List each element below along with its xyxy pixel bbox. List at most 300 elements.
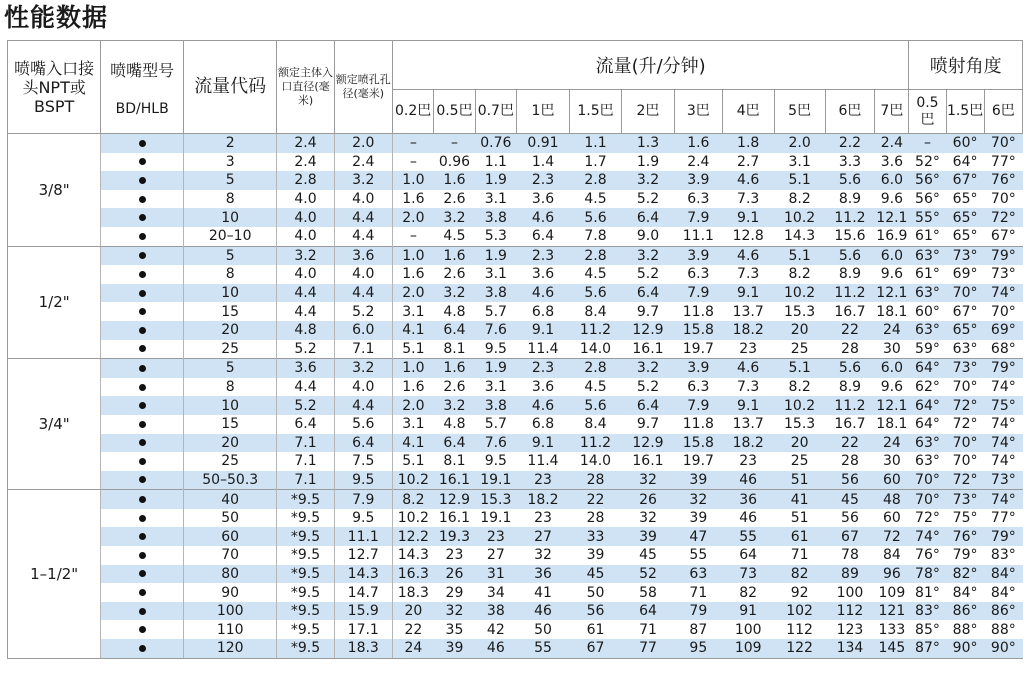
flow-rate-cell: 19.7	[674, 452, 722, 471]
table-row	[8, 415, 1023, 434]
flow-rate-cell: 3.2	[621, 246, 674, 265]
flow-rate-cell: 87	[674, 620, 722, 639]
flow-rate-cell: 4.5	[434, 227, 475, 246]
flow-code-cell: 40	[184, 490, 277, 509]
flow-rate-cell: 82	[722, 583, 774, 602]
flow-rate-cell: 5.6	[825, 171, 875, 190]
orifice-diameter-cell: 3.2	[334, 359, 392, 378]
table-row	[8, 509, 1023, 528]
flow-rate-cell: 8.9	[825, 265, 875, 284]
flow-rate-cell: 39	[621, 527, 674, 546]
flow-rate-cell: 18.2	[722, 434, 774, 453]
available-dot-icon	[139, 140, 146, 147]
model-cell	[101, 415, 184, 434]
spray-angle-cell: 63°	[909, 321, 946, 340]
flow-rate-cell: 6.8	[517, 302, 570, 321]
spray-angle-cell: 88°	[946, 620, 984, 639]
spray-angle-cell: 60°	[946, 134, 984, 153]
inlet-diameter-cell: 4.4	[277, 284, 334, 303]
flow-rate-cell: 64	[621, 602, 674, 621]
flow-rate-cell: 5.7	[475, 415, 516, 434]
flow-rate-cell: 1.9	[621, 153, 674, 172]
flow-code-cell: 60	[184, 527, 277, 546]
available-dot-icon	[139, 158, 146, 165]
flow-rate-cell: 12.8	[722, 227, 774, 246]
flow-rate-cell: 39	[434, 639, 475, 658]
header-model-sub: BD/HLB	[115, 100, 169, 117]
performance-table	[7, 40, 1023, 659]
flow-rate-cell: 9.5	[475, 452, 516, 471]
flow-rate-cell: 7.3	[722, 265, 774, 284]
flow-code-cell: 5	[184, 171, 277, 190]
spray-angle-cell: 76°	[909, 546, 946, 565]
spray-angle-cell: 90°	[946, 639, 984, 658]
flow-rate-cell: 1.0	[392, 359, 433, 378]
spray-angle-cell: 70°	[946, 452, 984, 471]
flow-rate-cell: 23	[434, 546, 475, 565]
model-cell	[101, 246, 184, 265]
flow-rate-cell: 1.6	[434, 359, 475, 378]
flow-rate-cell: 32	[434, 602, 475, 621]
flow-rate-cell: 4.5	[570, 378, 622, 397]
flow-rate-cell: 2.0	[392, 284, 433, 303]
available-dot-icon	[139, 327, 146, 334]
flow-rate-cell: 1.0	[392, 246, 433, 265]
flow-rate-cell: 56	[825, 471, 875, 490]
spray-angle-cell: 62°	[909, 378, 946, 397]
available-dot-icon	[139, 496, 146, 503]
flow-rate-cell: 22	[825, 321, 875, 340]
available-dot-icon	[139, 439, 146, 446]
inlet-size-cell: 3/4"	[8, 359, 101, 490]
orifice-diameter-cell: 7.5	[334, 452, 392, 471]
available-dot-icon	[139, 290, 146, 297]
model-cell	[101, 321, 184, 340]
orifice-diameter-cell: 17.1	[334, 620, 392, 639]
model-cell	[101, 583, 184, 602]
flow-code-cell: 10	[184, 208, 277, 227]
model-cell	[101, 302, 184, 321]
flow-rate-cell: 5.1	[392, 452, 433, 471]
inlet-diameter-cell: *9.5	[277, 583, 334, 602]
flow-rate-cell: 32	[517, 546, 570, 565]
inlet-size-cell: 1/2"	[8, 246, 101, 359]
spray-angle-cell: 74°	[984, 284, 1022, 303]
flow-rate-cell: 3.1	[475, 190, 516, 209]
flow-rate-cell: 3.1	[475, 378, 516, 397]
flow-rate-cell: 2.8	[570, 359, 622, 378]
flow-rate-cell: 6.8	[517, 415, 570, 434]
table-row	[8, 134, 1023, 153]
flow-rate-cell: 91	[722, 602, 774, 621]
spray-angle-cell: 72°	[946, 396, 984, 415]
flow-rate-cell: 112	[825, 602, 875, 621]
header-flow-code: 流量代码	[184, 41, 277, 134]
flow-rate-cell: 19.1	[475, 471, 516, 490]
header-pressure: 4巴	[722, 90, 774, 134]
model-cell	[101, 171, 184, 190]
available-dot-icon	[139, 196, 146, 203]
flow-rate-cell: 2.3	[517, 171, 570, 190]
flow-rate-cell: 11.2	[570, 434, 622, 453]
flow-rate-cell: 8.2	[392, 490, 433, 509]
spray-angle-cell: 65°	[946, 321, 984, 340]
spray-angle-cell: 70°	[984, 134, 1022, 153]
flow-rate-cell: 1.6	[674, 134, 722, 153]
flow-rate-cell: 9.5	[475, 340, 516, 359]
flow-rate-cell: 2.3	[517, 246, 570, 265]
flow-rate-cell: 67	[825, 527, 875, 546]
flow-rate-cell: 5.1	[774, 246, 825, 265]
flow-rate-cell: 56	[825, 509, 875, 528]
available-dot-icon	[139, 345, 146, 352]
flow-rate-cell: 12.9	[621, 434, 674, 453]
flow-rate-cell: 4.6	[722, 359, 774, 378]
spray-angle-cell: 79°	[946, 546, 984, 565]
header-angle-pressure: 0.5巴	[909, 90, 946, 134]
orifice-diameter-cell: 14.3	[334, 565, 392, 584]
flow-rate-cell: 19.3	[434, 527, 475, 546]
flow-rate-cell: 15.3	[475, 490, 516, 509]
flow-rate-cell: 38	[475, 602, 516, 621]
flow-rate-cell: 8.4	[570, 415, 622, 434]
table-row	[8, 302, 1023, 321]
available-dot-icon	[139, 458, 146, 465]
flow-rate-cell: 71	[621, 620, 674, 639]
available-dot-icon	[139, 626, 146, 633]
spray-angle-cell: 61°	[909, 265, 946, 284]
orifice-diameter-cell: 15.9	[334, 602, 392, 621]
available-dot-icon	[139, 552, 146, 559]
flow-rate-cell: 51	[774, 471, 825, 490]
available-dot-icon	[139, 177, 146, 184]
flow-code-cell: 8	[184, 190, 277, 209]
flow-rate-cell: 28	[570, 509, 622, 528]
available-dot-icon	[139, 515, 146, 522]
flow-rate-cell: 0.91	[517, 134, 570, 153]
spray-angle-cell: 74°	[984, 490, 1022, 509]
spray-angle-cell: 84°	[984, 583, 1022, 602]
header-pressure: 7巴	[875, 90, 909, 134]
spray-angle-cell: 74°	[984, 434, 1022, 453]
flow-rate-cell: 95	[674, 639, 722, 658]
flow-rate-cell: 3.2	[621, 359, 674, 378]
flow-rate-cell: 82	[774, 565, 825, 584]
inlet-diameter-cell: *9.5	[277, 639, 334, 658]
flow-rate-cell: 27	[517, 527, 570, 546]
table-row	[8, 565, 1023, 584]
flow-rate-cell: 28	[825, 340, 875, 359]
flow-code-cell: 90	[184, 583, 277, 602]
spray-angle-cell: 76°	[984, 171, 1022, 190]
spray-angle-cell: 67°	[946, 171, 984, 190]
flow-rate-cell: 14.3	[392, 546, 433, 565]
inlet-diameter-cell: 3.6	[277, 359, 334, 378]
orifice-diameter-cell: 14.7	[334, 583, 392, 602]
flow-rate-cell: 61	[774, 527, 825, 546]
flow-rate-cell: 1.8	[722, 134, 774, 153]
flow-rate-cell: 16.1	[434, 509, 475, 528]
model-cell	[101, 546, 184, 565]
available-dot-icon	[139, 608, 146, 615]
spray-angle-cell: 72°	[984, 208, 1022, 227]
flow-rate-cell: 4.5	[570, 265, 622, 284]
flow-rate-cell: 3.8	[475, 208, 516, 227]
flow-rate-cell: 2.3	[517, 359, 570, 378]
flow-rate-cell: 60	[875, 471, 909, 490]
inlet-diameter-cell: 7.1	[277, 471, 334, 490]
flow-rate-cell: 6.0	[875, 246, 909, 265]
flow-code-cell: 20	[184, 434, 277, 453]
flow-rate-cell: 2.7	[722, 153, 774, 172]
flow-rate-cell: 14.3	[774, 227, 825, 246]
spray-angle-cell: 56°	[909, 171, 946, 190]
flow-rate-cell: 18.2	[517, 490, 570, 509]
header-angle-group: 喷射角度	[909, 41, 1023, 90]
flow-rate-cell: 5.1	[774, 359, 825, 378]
inlet-diameter-cell: *9.5	[277, 602, 334, 621]
flow-rate-cell: 133	[875, 620, 909, 639]
flow-rate-cell: 2.0	[774, 134, 825, 153]
orifice-diameter-cell: 9.5	[334, 471, 392, 490]
header-orifice-diameter: 额定喷孔孔径(毫米)	[334, 41, 392, 134]
flow-rate-cell: 92	[774, 583, 825, 602]
flow-rate-cell: 2.8	[570, 246, 622, 265]
spray-angle-cell: 81°	[909, 583, 946, 602]
spray-angle-cell: 77°	[984, 509, 1022, 528]
flow-rate-cell: 19.7	[674, 340, 722, 359]
table-row	[8, 321, 1023, 340]
spray-angle-cell: 73°	[984, 471, 1022, 490]
flow-rate-cell: 8.4	[570, 302, 622, 321]
available-dot-icon	[139, 233, 146, 240]
model-cell	[101, 527, 184, 546]
flow-rate-cell: 3.1	[392, 302, 433, 321]
flow-rate-cell: 23	[517, 471, 570, 490]
orifice-diameter-cell: 9.5	[334, 509, 392, 528]
flow-rate-cell: 2.4	[674, 153, 722, 172]
flow-rate-cell: 32	[621, 471, 674, 490]
spray-angle-cell: 63°	[946, 340, 984, 359]
flow-rate-cell: 5.2	[621, 378, 674, 397]
flow-rate-cell: 12.1	[876, 397, 908, 414]
flow-rate-cell: 5.6	[570, 396, 622, 415]
flow-rate-cell: 27	[475, 546, 516, 565]
flow-rate-cell: 9.1	[517, 434, 570, 453]
page-title: 性能数据	[4, 3, 109, 32]
flow-rate-cell: 8.9	[825, 190, 875, 209]
flow-rate-cell: 102	[774, 602, 825, 621]
spray-angle-cell: 70°	[984, 190, 1022, 209]
flow-rate-cell: 67	[570, 639, 622, 658]
flow-rate-cell: 16.1	[434, 471, 475, 490]
flow-rate-cell: 7.6	[475, 321, 516, 340]
flow-rate-cell: 55	[674, 546, 722, 565]
flow-rate-cell: 7.9	[674, 208, 722, 227]
orifice-diameter-cell: 6.0	[334, 321, 392, 340]
flow-rate-cell: 10.2	[774, 208, 825, 227]
flow-rate-cell: 42	[475, 620, 516, 639]
flow-rate-cell: 3.6	[517, 190, 570, 209]
spray-angle-cell: 74°	[984, 378, 1022, 397]
flow-rate-cell: –	[392, 227, 433, 246]
flow-rate-cell: 52	[621, 565, 674, 584]
flow-rate-cell: 2.6	[434, 265, 475, 284]
inlet-diameter-cell: 5.2	[277, 396, 334, 415]
flow-rate-cell: 16.7	[825, 415, 875, 434]
flow-rate-cell: 45	[570, 565, 622, 584]
flow-code-cell: 25	[184, 340, 277, 359]
flow-rate-cell: 18.1	[876, 416, 908, 433]
flow-rate-cell: 4.6	[722, 171, 774, 190]
spray-angle-cell: 83°	[909, 602, 946, 621]
flow-rate-cell: 3.2	[434, 284, 475, 303]
flow-rate-cell: 20	[774, 321, 825, 340]
spray-angle-cell: 63°	[909, 246, 946, 265]
orifice-diameter-cell: 4.4	[334, 284, 392, 303]
flow-rate-cell: 9.1	[722, 396, 774, 415]
orifice-diameter-cell: 4.4	[334, 396, 392, 415]
flow-rate-cell: 15.8	[674, 321, 722, 340]
inlet-diameter-cell: 7.1	[277, 452, 334, 471]
flow-rate-cell: 1.1	[570, 134, 622, 153]
inlet-diameter-cell: 4.0	[277, 190, 334, 209]
flow-rate-cell: 24	[875, 321, 909, 340]
spray-angle-cell: 63°	[909, 434, 946, 453]
flow-rate-cell: 7.9	[674, 284, 722, 303]
available-dot-icon	[139, 570, 146, 577]
flow-rate-cell: 2.6	[434, 190, 475, 209]
flow-rate-cell: 2.0	[392, 396, 433, 415]
flow-rate-cell: 1.6	[434, 171, 475, 190]
spray-angle-cell: 70°	[909, 490, 946, 509]
flow-rate-cell: 47	[674, 527, 722, 546]
table-row	[8, 153, 1023, 172]
flow-rate-cell: 3.9	[674, 171, 722, 190]
header-pressure: 0.2巴	[392, 90, 433, 134]
flow-code-cell: 110	[184, 620, 277, 639]
spray-angle-cell: 69°	[946, 265, 984, 284]
inlet-diameter-cell: 2.4	[277, 153, 334, 172]
table-row	[8, 265, 1023, 284]
spray-angle-cell: 61°	[909, 227, 946, 246]
header-pressure: 0.5巴	[434, 90, 475, 134]
flow-code-cell: 10	[184, 284, 277, 303]
table-row	[8, 490, 1023, 509]
model-cell	[101, 620, 184, 639]
flow-rate-cell: 9.6	[875, 265, 909, 284]
flow-rate-cell: 16.7	[825, 302, 875, 321]
flow-rate-cell: 7.9	[674, 396, 722, 415]
flow-rate-cell: 11.4	[517, 452, 570, 471]
flow-code-cell: 8	[184, 378, 277, 397]
flow-rate-cell: 7.3	[722, 190, 774, 209]
flow-code-cell: 70	[184, 546, 277, 565]
model-cell	[101, 378, 184, 397]
flow-rate-cell: 0.96	[434, 153, 475, 172]
table-row	[8, 208, 1023, 227]
flow-rate-cell: 4.1	[392, 321, 433, 340]
flow-rate-cell: 3.1	[475, 265, 516, 284]
spray-angle-cell: 72°	[946, 471, 984, 490]
header-angle-pressure: 6巴	[984, 90, 1022, 134]
flow-rate-cell: 112	[774, 620, 825, 639]
spray-angle-cell: 60°	[909, 302, 946, 321]
flow-code-cell: 5	[184, 246, 277, 265]
flow-rate-cell: 9.7	[621, 302, 674, 321]
table-row	[8, 378, 1023, 397]
table-row	[8, 396, 1023, 415]
flow-rate-cell: 55	[722, 527, 774, 546]
flow-rate-cell: 109	[875, 583, 909, 602]
spray-angle-cell: 73°	[984, 265, 1022, 284]
orifice-diameter-cell: 2.0	[334, 134, 392, 153]
flow-rate-cell: 33	[570, 527, 622, 546]
flow-rate-cell: 6.4	[621, 208, 674, 227]
flow-rate-cell: 4.6	[517, 284, 570, 303]
flow-rate-cell: 1.6	[392, 378, 433, 397]
flow-rate-cell: 3.8	[475, 284, 516, 303]
flow-rate-cell: 5.3	[475, 227, 516, 246]
flow-rate-cell: 1.9	[475, 246, 516, 265]
flow-rate-cell: 16.1	[621, 452, 674, 471]
flow-rate-cell: 5.1	[774, 171, 825, 190]
flow-rate-cell: 9.1	[722, 284, 774, 303]
table-row	[8, 583, 1023, 602]
model-cell	[101, 284, 184, 303]
inlet-diameter-cell: 5.2	[277, 340, 334, 359]
header-flow-group: 流量(升/分钟)	[392, 41, 908, 90]
model-cell	[101, 471, 184, 490]
spray-angle-cell: 65°	[946, 190, 984, 209]
flow-code-cell: 50–50.3	[184, 471, 277, 490]
flow-rate-cell: 41	[774, 490, 825, 509]
flow-rate-cell: 6.4	[434, 321, 475, 340]
model-cell	[101, 639, 184, 658]
flow-rate-cell: 100	[722, 620, 774, 639]
flow-rate-cell: 71	[774, 546, 825, 565]
spray-angle-cell: 55°	[909, 208, 946, 227]
inlet-diameter-cell: 4.0	[277, 227, 334, 246]
spray-angle-cell: 56°	[909, 190, 946, 209]
flow-rate-cell: 6.3	[674, 265, 722, 284]
flow-rate-cell: 122	[774, 639, 825, 658]
flow-rate-cell: 9.6	[875, 378, 909, 397]
flow-rate-cell: 64	[722, 546, 774, 565]
flow-rate-cell: 28	[825, 452, 875, 471]
flow-rate-cell: 6.0	[875, 171, 909, 190]
flow-rate-cell: 1.6	[392, 190, 433, 209]
flow-rate-cell: 23	[517, 509, 570, 528]
available-dot-icon	[139, 645, 146, 652]
table-body	[8, 134, 1023, 659]
inlet-diameter-cell: 7.1	[277, 434, 334, 453]
flow-rate-cell: 4.6	[722, 246, 774, 265]
inlet-diameter-cell: *9.5	[277, 490, 334, 509]
flow-code-cell: 10	[184, 396, 277, 415]
orifice-diameter-cell: 12.7	[334, 546, 392, 565]
flow-rate-cell: 1.9	[475, 171, 516, 190]
flow-rate-cell: 20	[392, 602, 433, 621]
spray-angle-cell: 83°	[984, 546, 1022, 565]
flow-rate-cell: 22	[392, 620, 433, 639]
spray-angle-cell: 79°	[984, 359, 1022, 378]
flow-code-cell: 15	[184, 415, 277, 434]
flow-rate-cell: 12.9	[434, 490, 475, 509]
header-model	[101, 41, 184, 134]
flow-rate-cell: 5.1	[392, 340, 433, 359]
flow-code-cell: 3	[184, 153, 277, 172]
